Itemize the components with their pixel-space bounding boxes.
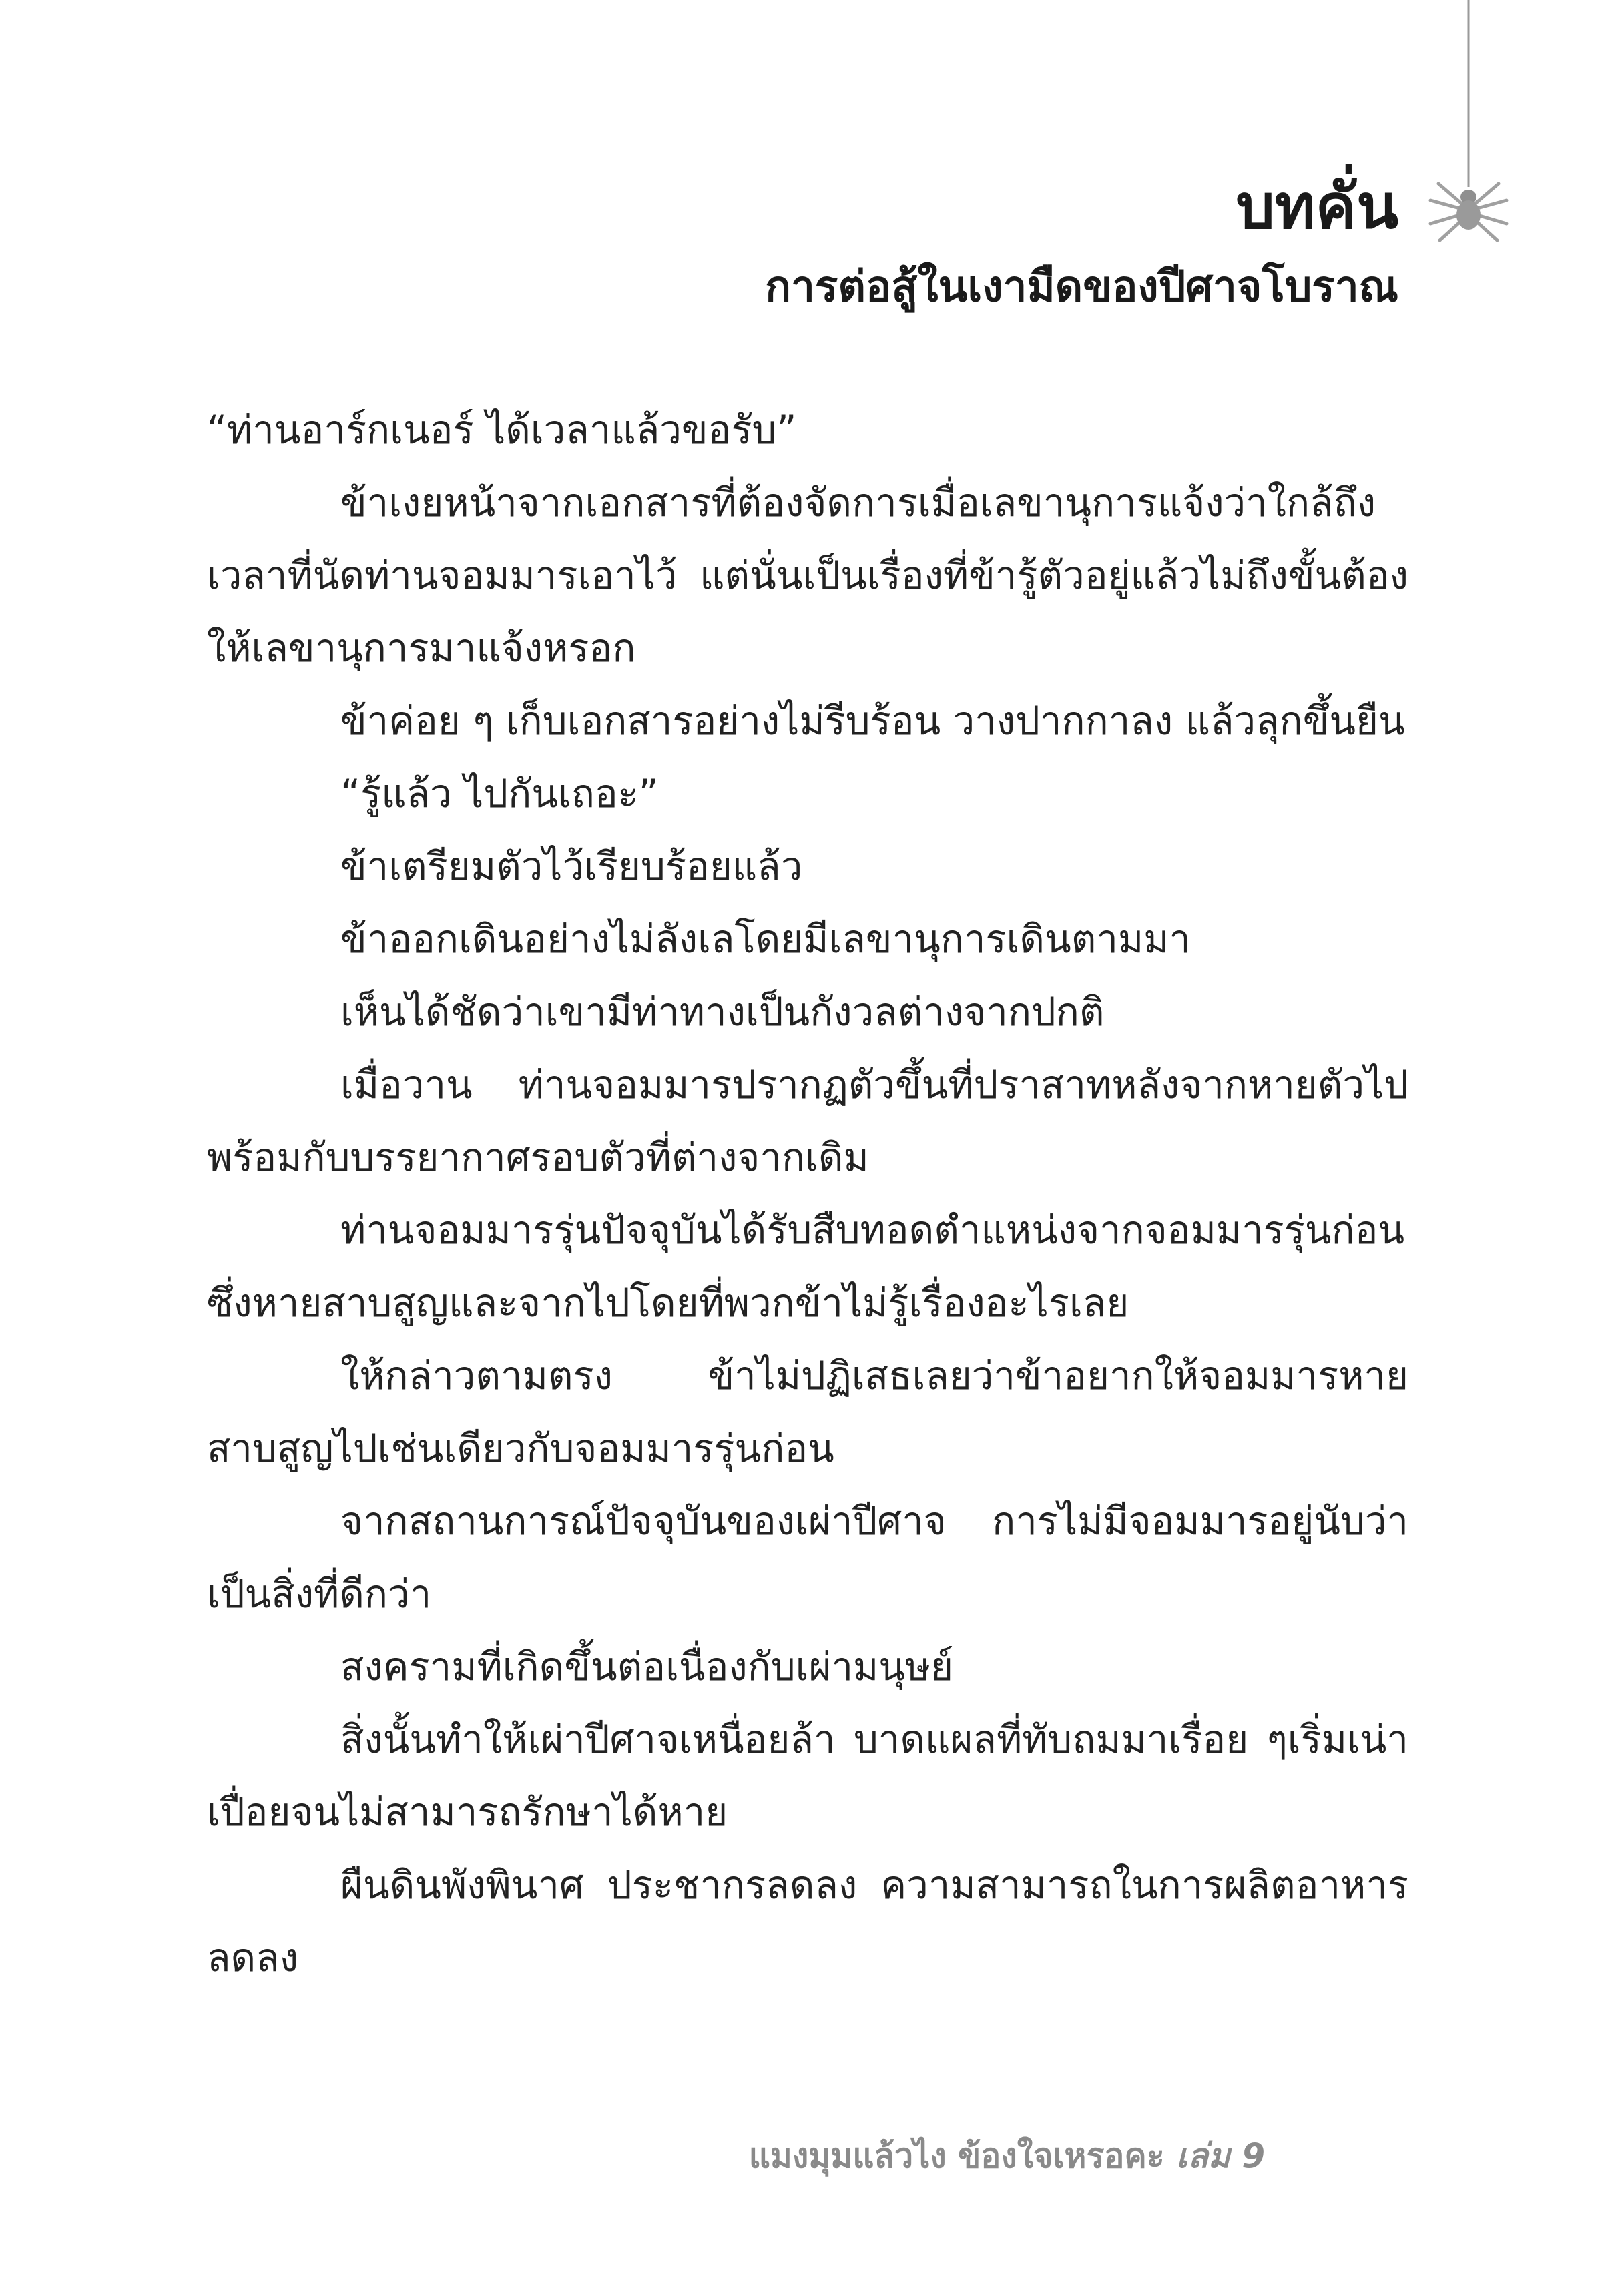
paragraph: ข้าเตรียมตัวไว้เรียบร้อยแล้ว: [340, 844, 803, 889]
chapter-title: การต่อสู้ในเงามืดของปีศาจโบราณ: [765, 262, 1398, 312]
paragraph: สงครามที่เกิดขึ้นต่อเนื่องกับเผ่ามนุษย์: [340, 1644, 954, 1689]
book-title: แมงมุมแล้วไง ข้องใจเหรอคะ: [748, 2136, 1165, 2175]
paragraph: ผืนดินพังพินาศ ประชากรลดลง ความสามารถในการผลิตอาหารลดลง: [207, 1862, 1408, 1980]
paragraph: “รู้แล้ว ไปกันเถอะ”: [340, 771, 659, 816]
paragraph: ท่านจอมมารรุ่นปัจจุบันได้รับสืบทอดตำแหน่งจากจอมมารรุ่นก่อนซึ่งหายสาบสูญและจากไปโดยที่พวกข้าไม่รู้เรื่องอะไรเลย: [207, 1207, 1405, 1326]
volume-number: เล่ม 9: [1176, 2136, 1265, 2175]
running-footer: [749, 2132, 1265, 2179]
paragraph: “ท่านอาร์กเนอร์ ได้เวลาแล้วขอรับ”: [207, 407, 797, 453]
paragraph: เมื่อวาน ท่านจอมมารปรากฏตัวขึ้นที่ปราสาทหลังจากหายตัวไป พร้อมกับบรรยากาศรอบตัวที่ต่างจากเดิม: [207, 1062, 1408, 1180]
spider-icon: [1425, 0, 1512, 247]
paragraph: ข้าค่อย ๆ เก็บเอกสารอย่างไม่รีบร้อน วางปากกาลง แล้วลุกขึ้นยืน: [340, 698, 1405, 744]
paragraph: ข้าออกเดินอย่างไม่ลังเลโดยมีเลขานุการเดินตามมา: [340, 916, 1191, 962]
chapter-label: บทคั่น: [1236, 171, 1398, 242]
paragraph: ให้กล่าวตามตรง ข้าไม่ปฏิเสธเลยว่าข้าอยากให้จอมมารหายสาบสูญไปเช่นเดียวกับจอมมารรุ่นก่อน: [207, 1353, 1408, 1471]
paragraph: จากสถานการณ์ปัจจุบันของเผ่าปีศาจ การไม่มีจอมมารอยู่นับว่าเป็นสิ่งที่ดีกว่า: [207, 1498, 1408, 1617]
paragraph: สิ่งนั้นทำให้เผ่าปีศาจเหนื่อยล้า บาดแผลที่ทับถมมาเรื่อย ๆเริ่มเน่าเปื่อยจนไม่สามารถรักษาได้หาย: [207, 1717, 1408, 1835]
spider-decoration: [1425, 0, 1512, 247]
paragraph: เห็นได้ชัดว่าเขามีท่าทางเป็นกังวลต่างจากปกติ: [340, 989, 1105, 1035]
paragraph: ข้าเงยหน้าจากเอกสารที่ต้องจัดการเมื่อเลขานุการแจ้งว่าใกล้ถึงเวลาที่นัดท่านจอมมารเอาไว้ แต่นั่นเป็นเรื่องที่ข้ารู้ตัวอยู่แล้วไม่ถึงขั้นต้องให้เลขานุการมาแจ้งหรอก: [207, 480, 1408, 671]
body-text: [207, 394, 1408, 1994]
